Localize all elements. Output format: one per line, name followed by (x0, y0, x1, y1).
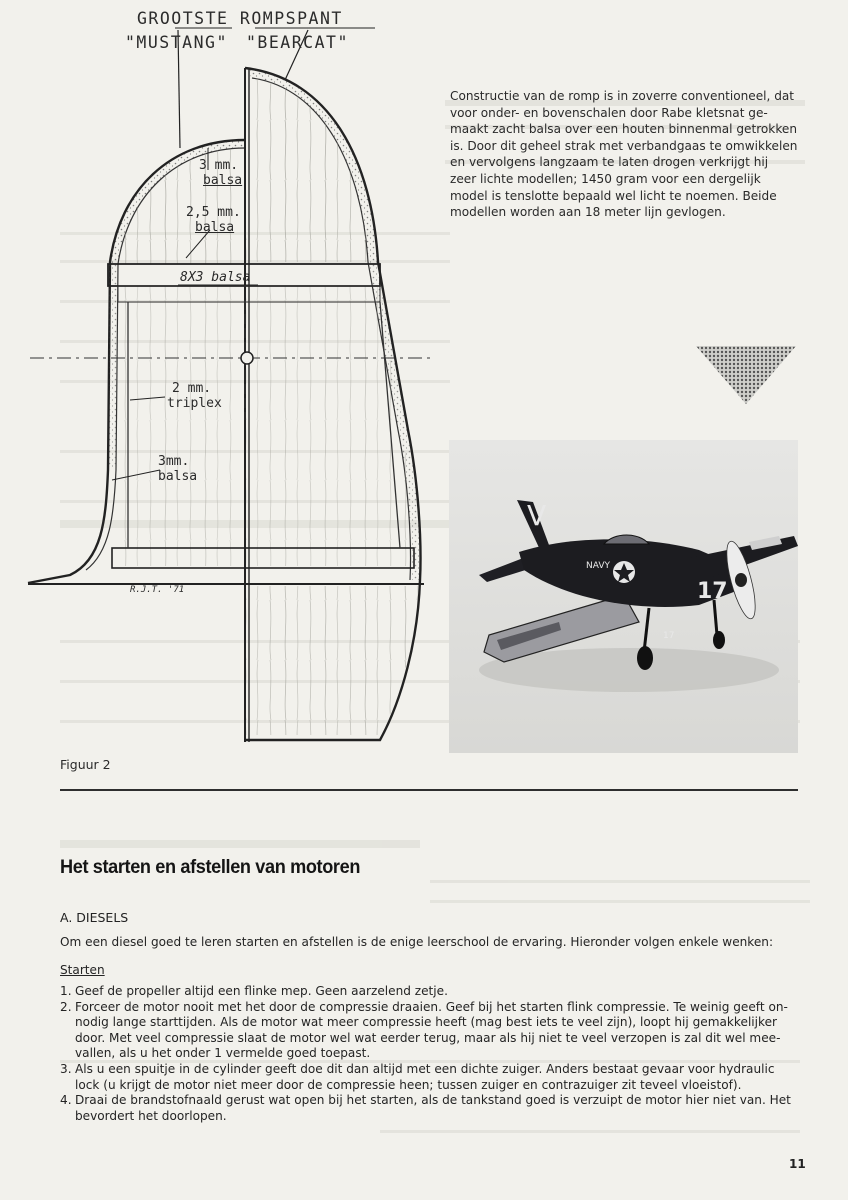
list-item (60, 1062, 800, 1093)
item-line: bevordert het doorlopen. (75, 1108, 227, 1123)
label-25mm-balsa: balsa (195, 220, 235, 235)
bearcat-label: "BEARCAT" (246, 33, 349, 52)
item-line: door. Met veel compressie slaat de motor wel wat eerder terug, maar als hij niet te veel verzopen is zal dit wel mee- (75, 1030, 781, 1045)
paragraph-line: modellen worden aan 18 meter lijn gevlogen. (450, 205, 726, 220)
label-2mm: 2 mm. (172, 381, 212, 396)
tips-list (60, 984, 800, 1124)
navy-lettering: NAVY (586, 561, 610, 571)
list-item (60, 1000, 800, 1062)
paragraph-line: maakt zacht balsa over een houten binnenmal getrokken (450, 122, 797, 137)
subheading: A. DIESELS (60, 910, 129, 925)
triangle-ornament (696, 346, 796, 404)
item-line: lock (u krijgt de motor niet meer door de compressie heen; tussen zuiger en contrazuiger zit teveel vloeistof). (75, 1077, 742, 1092)
centre-mark (241, 352, 253, 364)
paragraph-line: model is tenslotte bepaald wel licht te noemen. Beide (450, 188, 777, 203)
section-heading: Het starten en afstellen van motoren (60, 856, 361, 878)
paragraph-line: Constructie van de romp is in zoverre conventioneel, dat (450, 89, 795, 103)
item-number: 2. (60, 999, 72, 1014)
item-number: 3. (60, 1061, 72, 1076)
label-3mm-top: 3 mm. (199, 158, 239, 173)
paragraph-line: is. Door dit geheel strak met verbandgaas te omwikkelen (450, 138, 798, 153)
label-3mm-top-balsa: balsa (203, 173, 243, 188)
item-number: 4. (60, 1093, 72, 1108)
signature: R.J.T. '71 (130, 585, 185, 595)
paragraph-line: zeer lichte modellen; 1450 gram voor een dergelijk (450, 171, 761, 186)
item-line: Forceer de motor nooit met het door de compressie draaien. Geef bij het starten flink compressie. Te weinig geeft on- (75, 999, 788, 1014)
race-number: 17 (697, 579, 728, 604)
construction-paragraph (450, 88, 802, 221)
list-title: Starten (60, 963, 105, 977)
paragraph-line: en vervolgens langzaam te laten drogen verkrijgt hij (450, 155, 769, 170)
label-25mm: 2,5 mm. (186, 205, 241, 220)
mustang-label: "MUSTANG" (125, 33, 228, 52)
label-3mm-bottom: 3mm. (158, 454, 190, 469)
gear-number: 17 (663, 631, 675, 641)
item-line: Geef de propeller altijd een flinke mep. Geen aarzelend zetje. (75, 984, 448, 998)
drawing-title: GROOTSTE ROMPSPANT (137, 9, 343, 28)
figure-caption: Figuur 2 (60, 757, 111, 772)
item-line: Als u een spuitje in de cylinder geeft doe dit dan altijd met een dichte zuiger. Anders bestaat gevaar voor hydraulic (75, 1061, 775, 1076)
label-8x3: 8X3 balsa (180, 270, 251, 285)
section-divider (60, 789, 798, 791)
label-triplex: triplex (167, 396, 222, 411)
list-item (60, 1093, 800, 1124)
item-number: 1. (60, 984, 72, 998)
paragraph-line: voor onder- en bovenschalen door Rabe kletsnat ge- (450, 105, 768, 120)
intro-text: Om een diesel goed te leren starten en afstellen is de enige leerschool de ervaring. Hieronder volgen enkele wenken: (60, 935, 774, 949)
former-drawing-svg (0, 0, 450, 760)
label-3mm-bottom-balsa: balsa (158, 469, 198, 484)
former-drawing (0, 0, 450, 760)
item-line: Draai de brandstofnaald gerust wat open bij het starten, als de tankstand goed is verzuipt de motor hier niet van. Het (75, 1093, 791, 1108)
item-line: nodig lange starttijden. Als de motor wat meer compressie heeft (mag best iets te veel zijn), loopt hij gemakkelijker (75, 1015, 778, 1030)
item-line: vallen, als u het onder 1 vermelde goed toepast. (75, 1046, 371, 1061)
bearcat-photo (449, 440, 798, 753)
list-item (60, 984, 800, 1000)
tail-letter: V (527, 499, 547, 532)
page-number: 11 (789, 1157, 806, 1171)
